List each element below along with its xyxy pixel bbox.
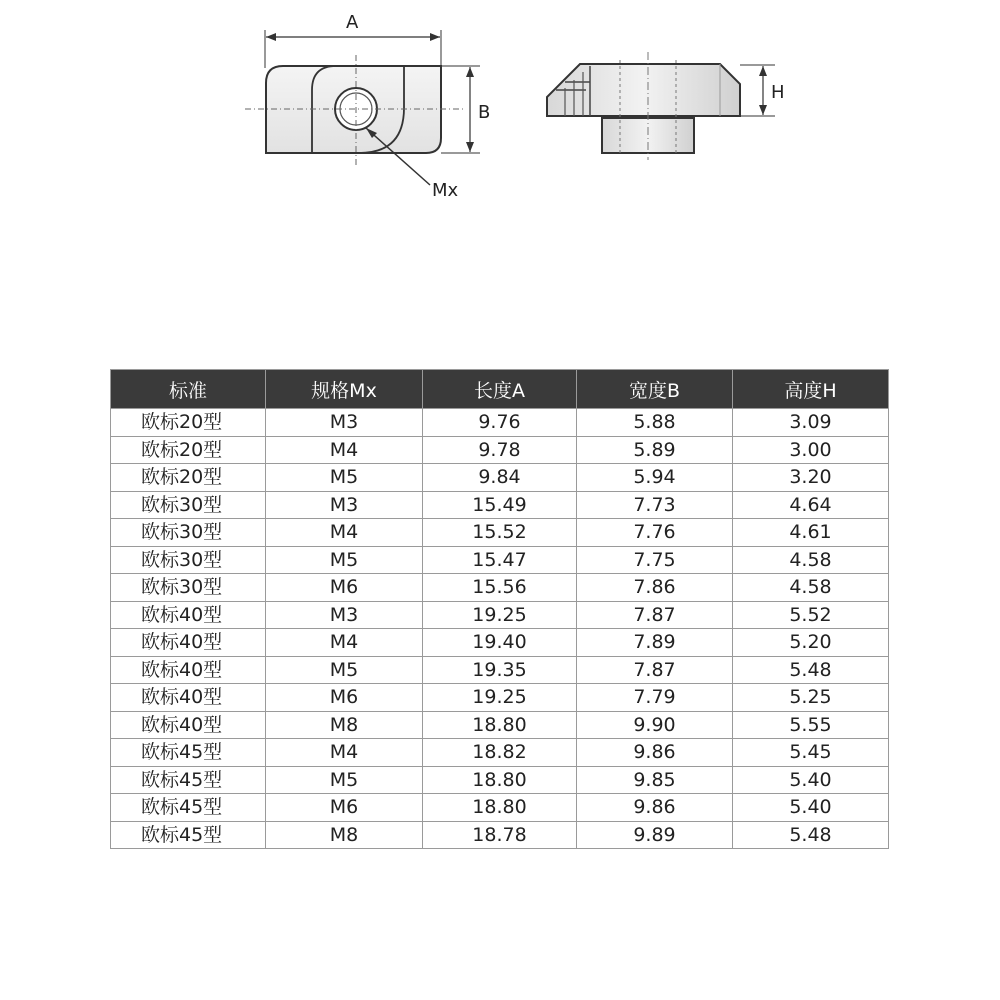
cell-height: 5.40 xyxy=(733,794,889,822)
cell-length: 15.56 xyxy=(423,574,577,602)
header-spec-mx: 规格Mx xyxy=(266,370,423,409)
cell-width: 7.87 xyxy=(577,656,733,684)
cell-width: 9.85 xyxy=(577,766,733,794)
cell-standard: 欧标40型 xyxy=(111,684,266,712)
dimension-b-label: B xyxy=(478,102,491,123)
cell-length: 18.78 xyxy=(423,821,577,849)
cell-standard: 欧标40型 xyxy=(111,601,266,629)
cell-standard: 欧标20型 xyxy=(111,409,266,437)
cell-width: 7.76 xyxy=(577,519,733,547)
side-view xyxy=(547,52,740,160)
cell-spec: M6 xyxy=(266,794,423,822)
cell-length: 9.78 xyxy=(423,436,577,464)
cell-length: 18.80 xyxy=(423,711,577,739)
cell-width: 5.88 xyxy=(577,409,733,437)
cell-height: 5.20 xyxy=(733,629,889,657)
cell-length: 19.25 xyxy=(423,684,577,712)
cell-standard: 欧标30型 xyxy=(111,574,266,602)
cell-standard: 欧标20型 xyxy=(111,436,266,464)
table-row xyxy=(111,436,889,464)
cell-height: 3.20 xyxy=(733,464,889,492)
spec-table xyxy=(110,369,889,849)
table-row xyxy=(111,629,889,657)
cell-height: 5.52 xyxy=(733,601,889,629)
table-row xyxy=(111,656,889,684)
cell-height: 5.25 xyxy=(733,684,889,712)
cell-height: 5.55 xyxy=(733,711,889,739)
cell-standard: 欧标20型 xyxy=(111,464,266,492)
cell-length: 15.52 xyxy=(423,519,577,547)
cell-spec: M4 xyxy=(266,436,423,464)
cell-spec: M4 xyxy=(266,739,423,767)
cell-spec: M5 xyxy=(266,464,423,492)
cell-length: 15.47 xyxy=(423,546,577,574)
cell-height: 5.48 xyxy=(733,656,889,684)
cell-standard: 欧标30型 xyxy=(111,491,266,519)
cell-spec: M6 xyxy=(266,574,423,602)
cell-spec: M4 xyxy=(266,519,423,547)
cell-height: 4.61 xyxy=(733,519,889,547)
cell-spec: M4 xyxy=(266,629,423,657)
cell-spec: M3 xyxy=(266,491,423,519)
cell-height: 4.58 xyxy=(733,546,889,574)
cell-length: 19.25 xyxy=(423,601,577,629)
header-width-b: 宽度B xyxy=(577,370,733,409)
cell-width: 9.89 xyxy=(577,821,733,849)
cell-standard: 欧标45型 xyxy=(111,766,266,794)
table-row xyxy=(111,519,889,547)
cell-standard: 欧标45型 xyxy=(111,821,266,849)
header-standard: 标准 xyxy=(111,370,266,409)
dimension-h-label: H xyxy=(771,82,785,103)
cell-length: 15.49 xyxy=(423,491,577,519)
top-view xyxy=(245,55,465,165)
table-row xyxy=(111,711,889,739)
cell-spec: M3 xyxy=(266,601,423,629)
header-height-h: 高度H xyxy=(733,370,889,409)
cell-width: 9.86 xyxy=(577,794,733,822)
cell-length: 18.80 xyxy=(423,794,577,822)
cell-spec: M8 xyxy=(266,821,423,849)
cell-width: 9.90 xyxy=(577,711,733,739)
cell-spec: M5 xyxy=(266,656,423,684)
cell-standard: 欧标45型 xyxy=(111,739,266,767)
cell-spec: M8 xyxy=(266,711,423,739)
cell-spec: M5 xyxy=(266,546,423,574)
table-row xyxy=(111,464,889,492)
cell-height: 5.40 xyxy=(733,766,889,794)
cell-standard: 欧标45型 xyxy=(111,794,266,822)
cell-width: 5.94 xyxy=(577,464,733,492)
cell-length: 18.82 xyxy=(423,739,577,767)
cell-width: 7.89 xyxy=(577,629,733,657)
table-header-row xyxy=(111,370,889,409)
cell-length: 18.80 xyxy=(423,766,577,794)
cell-length: 19.35 xyxy=(423,656,577,684)
mx-label: Mx xyxy=(432,180,459,201)
cell-standard: 欧标40型 xyxy=(111,711,266,739)
cell-width: 7.86 xyxy=(577,574,733,602)
cell-standard: 欧标30型 xyxy=(111,546,266,574)
table-row xyxy=(111,794,889,822)
cell-height: 5.45 xyxy=(733,739,889,767)
cell-height: 5.48 xyxy=(733,821,889,849)
cell-width: 9.86 xyxy=(577,739,733,767)
cell-length: 19.40 xyxy=(423,629,577,657)
cell-width: 7.87 xyxy=(577,601,733,629)
cell-spec: M3 xyxy=(266,409,423,437)
table-row xyxy=(111,766,889,794)
cell-width: 7.75 xyxy=(577,546,733,574)
table-row xyxy=(111,409,889,437)
cell-standard: 欧标30型 xyxy=(111,519,266,547)
cell-width: 7.73 xyxy=(577,491,733,519)
table-row xyxy=(111,601,889,629)
dimension-a-label: A xyxy=(346,12,359,33)
cell-length: 9.76 xyxy=(423,409,577,437)
table-row xyxy=(111,739,889,767)
t-nut-drawing xyxy=(0,0,1000,320)
t-nut-drawing-svg xyxy=(0,0,1000,320)
cell-width: 5.89 xyxy=(577,436,733,464)
table-row xyxy=(111,684,889,712)
cell-spec: M6 xyxy=(266,684,423,712)
table-row xyxy=(111,574,889,602)
cell-standard: 欧标40型 xyxy=(111,656,266,684)
cell-height: 4.64 xyxy=(733,491,889,519)
dimension-b xyxy=(441,66,480,153)
cell-width: 7.79 xyxy=(577,684,733,712)
table-row xyxy=(111,491,889,519)
header-length-a: 长度A xyxy=(423,370,577,409)
cell-height: 3.00 xyxy=(733,436,889,464)
dimension-h xyxy=(740,65,775,116)
cell-height: 3.09 xyxy=(733,409,889,437)
cell-spec: M5 xyxy=(266,766,423,794)
cell-length: 9.84 xyxy=(423,464,577,492)
table-row xyxy=(111,546,889,574)
table-row xyxy=(111,821,889,849)
cell-standard: 欧标40型 xyxy=(111,629,266,657)
dimension-a xyxy=(265,30,441,68)
cell-height: 4.58 xyxy=(733,574,889,602)
